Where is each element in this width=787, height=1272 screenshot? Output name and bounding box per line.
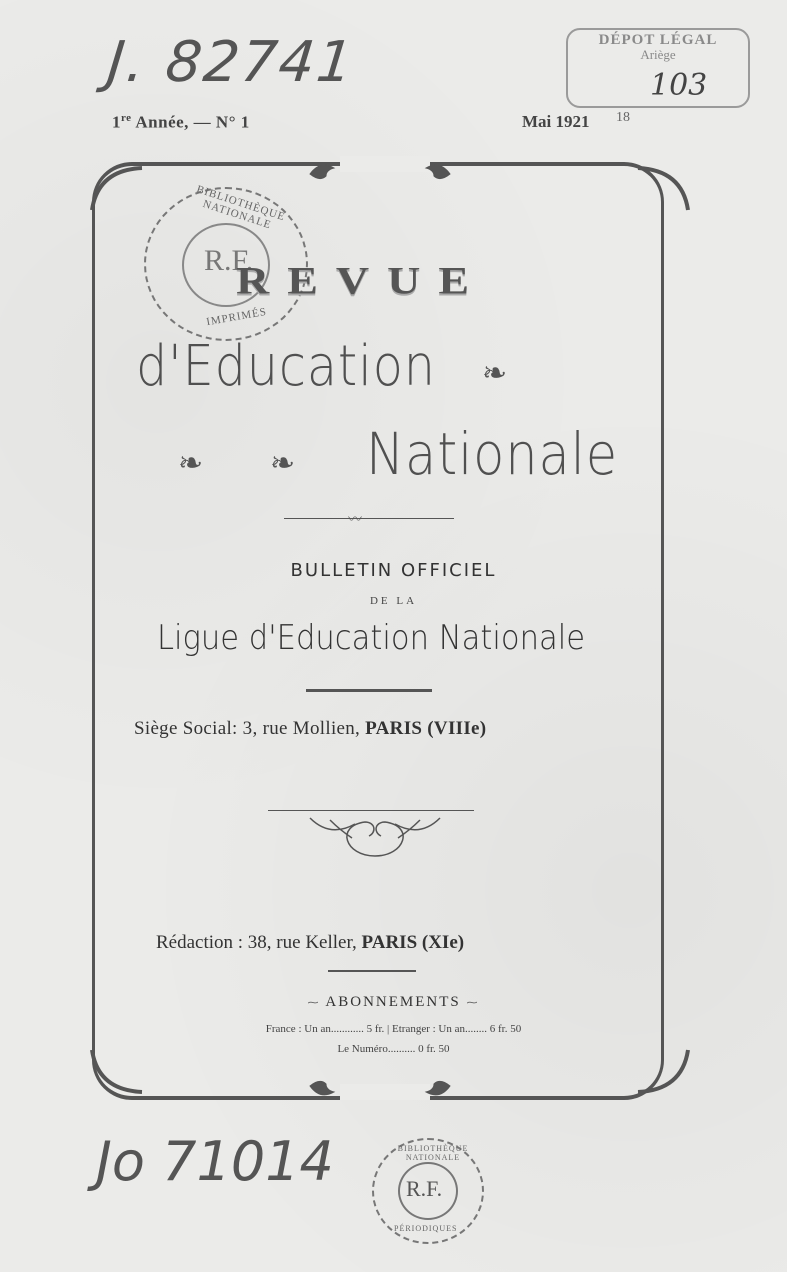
library-stamp-periodiques xyxy=(372,1138,484,1244)
depot-stamp-line1: DÉPOT LÉGAL xyxy=(598,32,718,48)
price-numero: Le Numéro.......... 0 fr. 50 xyxy=(337,1043,450,1055)
stamp-center-text: R.F. xyxy=(406,1176,443,1201)
small-ornament-icon: ⁓ xyxy=(307,997,321,1009)
redaction-city: PARIS (XIe) xyxy=(361,932,465,953)
siege-social-address xyxy=(134,718,486,740)
depot-stamp-number: 103 xyxy=(650,68,708,103)
leaf-ornament-icon: ❧ xyxy=(178,447,204,480)
title-revue: REVUE xyxy=(236,258,488,303)
stamp-ring-top-text: BIBLIOTHÈQUE NATIONALE xyxy=(397,1144,469,1162)
price-etranger: Etranger : Un an........ 6 fr. 50 xyxy=(392,1023,522,1035)
small-ornament-icon: ⁓ xyxy=(466,997,480,1009)
subscription-prices xyxy=(0,1023,787,1035)
issue-year-sup: re xyxy=(121,112,132,124)
divider-ornamental xyxy=(284,518,454,519)
abonnements-title: ABONNEMENTS xyxy=(325,994,461,1010)
subtitle-bulletin-officiel: BULLETIN OFFICIEL xyxy=(290,560,497,581)
depot-legal-stamp xyxy=(566,28,750,125)
leaf-ornament-icon: ❧ xyxy=(270,447,296,480)
stamp-center-text: R.F. xyxy=(204,244,254,277)
stamp-ring-top-text: BIBLIOTHÈQUE NATIONALE xyxy=(194,183,287,232)
leaf-ornament-icon: ❧ xyxy=(482,357,508,390)
issue-year-prefix: 1 xyxy=(112,112,121,132)
title-line-nationale: Nationale xyxy=(366,420,619,488)
depot-stamp-suffix: 18 xyxy=(616,110,630,125)
depot-stamp-line2: Ariège xyxy=(640,47,676,62)
redaction-label: Rédaction : 38, rue Keller, xyxy=(156,932,362,953)
subtitle-ligue: Ligue d'Education Nationale xyxy=(156,618,586,658)
handwritten-call-number-bottom: Jo 71014 xyxy=(96,1130,334,1193)
divider-rule-small xyxy=(328,970,416,972)
redaction-address xyxy=(156,932,464,954)
handwritten-call-number-top: J. 82741 xyxy=(104,30,358,95)
price-france: France : Un an............ 5 fr. xyxy=(265,1023,385,1035)
title-line-education: d'Education xyxy=(136,334,436,399)
divider-flourish-icon: 〰 xyxy=(348,513,362,528)
center-flourish-ornament-icon xyxy=(300,812,450,862)
abonnements-heading xyxy=(0,994,787,1011)
issue-date: Mai 1921 xyxy=(522,112,590,131)
price-separator: | xyxy=(387,1023,390,1035)
stamp-ring-bottom-text: IMPRIMÉS xyxy=(205,305,268,329)
issue-number xyxy=(112,112,250,133)
siege-city: PARIS (VIIIe) xyxy=(365,718,487,739)
stamp-ring-bottom-text: PÉRIODIQUES xyxy=(394,1224,458,1233)
divider-rule xyxy=(306,689,432,692)
flourish-top-rule xyxy=(268,810,474,811)
subtitle-de-la: DE LA xyxy=(369,595,418,607)
issue-rest: Année, — N° 1 xyxy=(131,112,250,132)
siege-label: Siège Social: 3, rue Mollien, xyxy=(134,718,366,739)
